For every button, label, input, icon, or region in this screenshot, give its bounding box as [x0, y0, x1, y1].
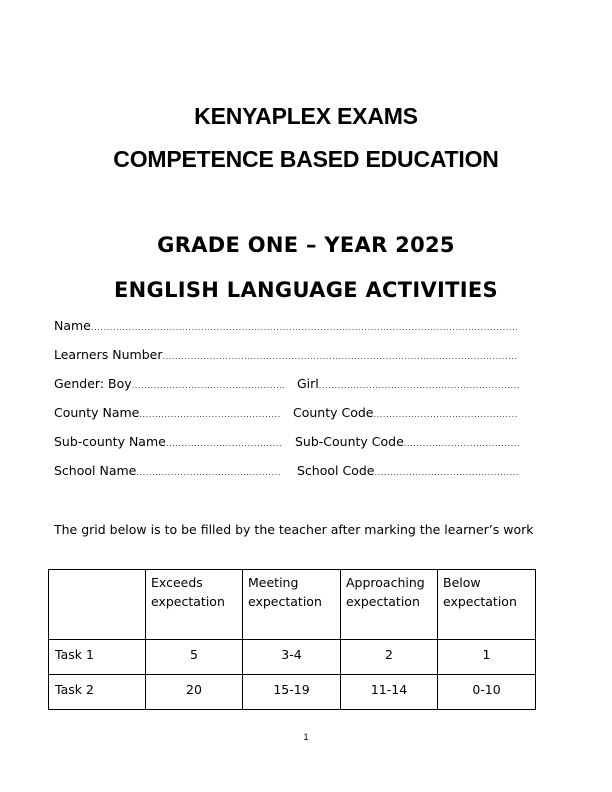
subject-title: ENGLISH LANGUAGE ACTIVITIES: [114, 278, 498, 302]
task-1-exceeds[interactable]: 5: [146, 640, 243, 675]
learners-number-field[interactable]: [54, 347, 518, 362]
header-line: expectation: [443, 594, 517, 609]
task-1-meeting[interactable]: 3-4: [243, 640, 341, 675]
subcounty-code-blank[interactable]: [404, 439, 520, 448]
header-line: Meeting: [248, 575, 299, 590]
task-1-below[interactable]: 1: [438, 640, 536, 675]
county-name-field[interactable]: [54, 405, 281, 420]
gender-boy-label: Gender: Boy: [54, 376, 132, 391]
school-code-label: School Code: [297, 463, 375, 478]
school-code-blank[interactable]: [374, 468, 520, 477]
gender-girl-blank[interactable]: [319, 381, 519, 390]
gender-girl-label: Girl: [297, 376, 319, 391]
name-blank[interactable]: [91, 323, 518, 332]
header-line: expectation: [151, 594, 225, 609]
task-2-below[interactable]: 0-10: [438, 675, 536, 710]
school-name-field[interactable]: [54, 463, 281, 478]
grid-header-approaching: [341, 570, 438, 640]
header-line: expectation: [346, 594, 420, 609]
table-row: [49, 640, 536, 675]
grid-header-corner: [49, 570, 146, 640]
row-label-task-1: Task 1: [49, 640, 146, 675]
learners-number-blank[interactable]: [162, 352, 518, 361]
header-line: Exceeds: [151, 575, 203, 590]
row-label-task-2: Task 2: [49, 675, 146, 710]
county-name-blank[interactable]: [139, 410, 281, 419]
header-line: Approaching: [346, 575, 425, 590]
curriculum-title: COMPETENCE BASED EDUCATION: [113, 146, 499, 172]
county-code-field[interactable]: [293, 405, 517, 420]
name-field[interactable]: [54, 318, 518, 333]
county-name-label: County Name: [54, 405, 140, 420]
exam-provider-title: KENYAPLEX EXAMS: [194, 103, 418, 129]
header-line: expectation: [248, 594, 322, 609]
task-2-meeting[interactable]: 15-19: [243, 675, 341, 710]
school-name-blank[interactable]: [136, 468, 281, 477]
county-code-blank[interactable]: [374, 410, 518, 419]
assessment-grid: [48, 569, 536, 710]
school-code-field[interactable]: [297, 463, 520, 478]
grade-year-title: GRADE ONE – YEAR 2025: [157, 233, 455, 257]
task-1-approaching[interactable]: 2: [341, 640, 438, 675]
task-2-approaching[interactable]: 11-14: [341, 675, 438, 710]
page-number: 1: [303, 732, 309, 742]
gender-girl-field[interactable]: [297, 376, 519, 391]
grid-header-row: [49, 570, 536, 640]
name-label: Name: [54, 318, 91, 333]
gender-boy-blank[interactable]: [132, 381, 284, 390]
subcounty-name-blank[interactable]: [166, 439, 283, 448]
subcounty-code-label: Sub-County Code: [295, 434, 404, 449]
table-row: [49, 675, 536, 710]
learners-number-label: Learners Number: [54, 347, 163, 362]
subcounty-code-field[interactable]: [295, 434, 520, 449]
county-code-label: County Code: [293, 405, 374, 420]
grid-header-meeting: [243, 570, 341, 640]
task-2-exceeds[interactable]: 20: [146, 675, 243, 710]
school-name-label: School Name: [54, 463, 137, 478]
gender-boy-field[interactable]: [54, 376, 284, 391]
header-line: Below: [443, 575, 481, 590]
grid-header-exceeds: [146, 570, 243, 640]
grid-header-below: [438, 570, 536, 640]
subcounty-name-field[interactable]: [54, 434, 283, 449]
subcounty-name-label: Sub-county Name: [54, 434, 166, 449]
grid-instructions: The grid below is to be filled by the teacher after marking the learner’s work: [54, 522, 534, 537]
